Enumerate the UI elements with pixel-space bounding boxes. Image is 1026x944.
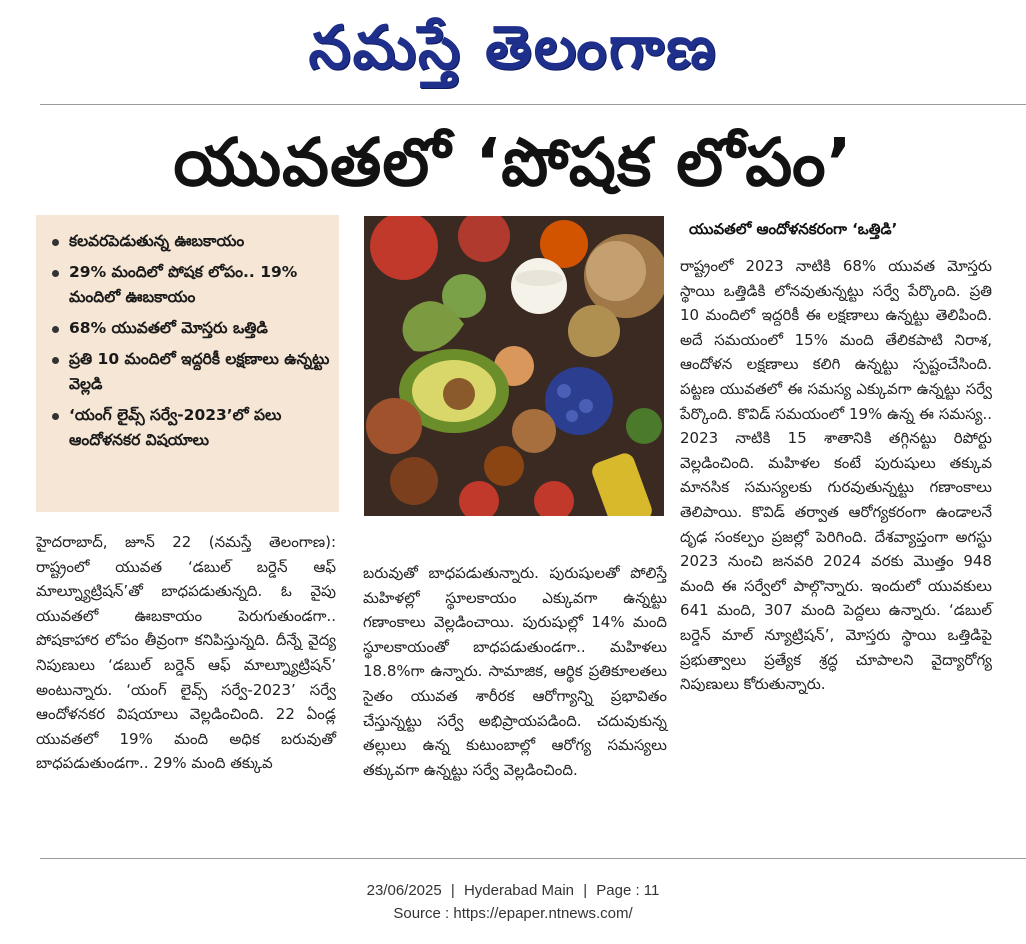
footer-date: 23/06/2025 — [366, 882, 442, 899]
article-text: బరువుతో బాధపడుతున్నారు. పురుషులతో పోలిస్తే మహిళల్లో స్థూలకాయం ఎక్కువగా ఉన్నట్టు గణాంకాలు వెల్లడించాయి. పురుషుల్లో 14% మంది స్థూలకాయంతో బాధపడుతుండగా.. మహిళలు 18.8%గా ఉన్నారు. సామాజిక, ఆర్థిక ప్రతికూలతలు సైతం యువత శారీరక ఆరోగ్యాన్ని ప్రభావితం చేస్తున్నట్టు సర్వే అభిప్రాయపడింది. చదువుకున్న తల్లులు ఉన్న కుటుంబాల్లో ఆరోగ్య సమస్యలు తక్కువగా ఉన్నట్టు సర్వే వెల్లడించింది. — [363, 564, 667, 779]
bullet-icon — [52, 270, 59, 277]
bullet-icon — [52, 326, 59, 333]
healthy-food-photo-icon — [364, 216, 664, 516]
article-text: హైదరాబాద్, జూన్ 22 (నమస్తే తెలంగాణ): రాష్ట్రంలో యువత ‘డబుల్ బర్డెన్ ఆఫ్ మాల్న్యూట్రిషన్’తో బాధపడుతున్నది. ఓ వైపు యువతలో ఊబకాయం పెరుగుతుండగా.. పోషకాహార లోపం తీవ్రంగా కనిపిస్తున్నది. దీన్నే వైద్య నిపుణులు ‘డబుల్ బర్డెన్ ఆఫ్ మాల్న్యూట్రిషన్’ అంటున్నారు. ‘యంగ్ లైవ్స్ సర్వే-2023’ సర్వే ఆందోళనకర విషయాలు వెల్లడించింది. 22 ఏండ్ల యువతలో 19% మంది అధిక బరువుతో బాధపడుతుండగా.. 29% మంది తక్కువ — [36, 533, 336, 773]
footer-separator: | — [583, 882, 588, 899]
highlight-item: కలవరపెడుతున్న ఊబకాయం — [52, 229, 331, 254]
article-column-2 — [363, 561, 667, 782]
subheading: యువతలో ఆందోళనకరంగా ‘ఒత్తిడి’ — [689, 220, 898, 238]
bullet-icon — [52, 413, 59, 420]
footer-source: Source : https://epaper.ntnews.com/ — [393, 905, 633, 922]
highlight-item: ప్రతి 10 మందిలో ఇద్దరికీ లక్షణాలు ఉన్నట్టు వెల్లడి — [52, 347, 331, 397]
bottom-rule — [40, 858, 1026, 859]
bullet-icon — [52, 357, 59, 364]
article-column-1 — [36, 530, 336, 776]
headline: యువతలో ‘పోషక లోపం’ — [173, 124, 853, 201]
footer-info — [0, 882, 1026, 899]
highlight-item: 29% మందిలో పోషక లోపం.. 19% మందిలో ఊబకాయం — [52, 260, 331, 310]
footer-page: Page : 11 — [596, 882, 660, 899]
article-column-3 — [680, 254, 992, 697]
footer-separator: | — [450, 882, 455, 899]
bullet-icon — [52, 239, 59, 246]
highlights-box — [36, 215, 339, 512]
highlight-item: ‘యంగ్ లైవ్స్ సర్వే-2023’లో పలు ఆందోళనకర విషయాలు — [52, 403, 331, 453]
top-rule — [40, 104, 1026, 105]
highlight-item: 68% యువతలో మోస్తరు ఒత్తిడి — [52, 316, 331, 341]
footer-edition: Hyderabad Main — [463, 882, 575, 899]
article-text: రాష్ట్రంలో 2023 నాటికి 68% యువత మోస్తరు స్థాయి ఒత్తిడికి లోనవుతున్నట్టు సర్వే పేర్కొంది. ప్రతి 10 మందిలో ఇద్దరికీ ఈ లక్షణాలు ఉన్నట్టు తెలిపింది. అదే సమయంలో 15% మంది తేలికపాటి నిరాశ, ఆందోళన లక్షణాలు కలిగి ఉన్నట్టు స్పష్టంచేసింది. పట్టణ యువతలో ఈ సమస్య ఎక్కువగా ఉన్నట్టు సర్వే పేర్కొంది. కొవిడ్ సమయంలో 19% ఉన్న ఈ సమస్య.. 2023 నాటికి 15 శాతానికి తగ్గినట్టు రిపోర్టు వెల్లడించింది. మహిళల కంటే పురుషులు తక్కువ మానసిక సమస్యలకు గురవుతున్నట్టు గణాంకాలు తెలిపాయి. కొవిడ్ తర్వాత ఆరోగ్యకరంగా ఉండాలనే దృఢ సంకల్పం ప్రజల్లో పెరిగింది. దేశవ్యాప్తంగా అగస్టు 2023 నుంచి జనవరి 2024 వరకు మొత్తం 948 మంది ఈ సర్వేలో పాల్గొన్నారు. ఇందులో యువకులు 641 మంది, 307 మంది పెద్దలు ఉన్నారు. ‘డబుల్ బర్డెన్ మాల్ న్యూట్రిషన్’, మోస్తరు స్థాయి ఒత్తిడిపై ప్రభుత్వాలు ప్రత్యేక శ్రద్ధ చూపాలని వైద్యారోగ్య నిపుణులు కోరుతున్నారు. — [680, 257, 992, 694]
masthead-logo: నమస్తే తెలంగాణ — [308, 13, 718, 83]
